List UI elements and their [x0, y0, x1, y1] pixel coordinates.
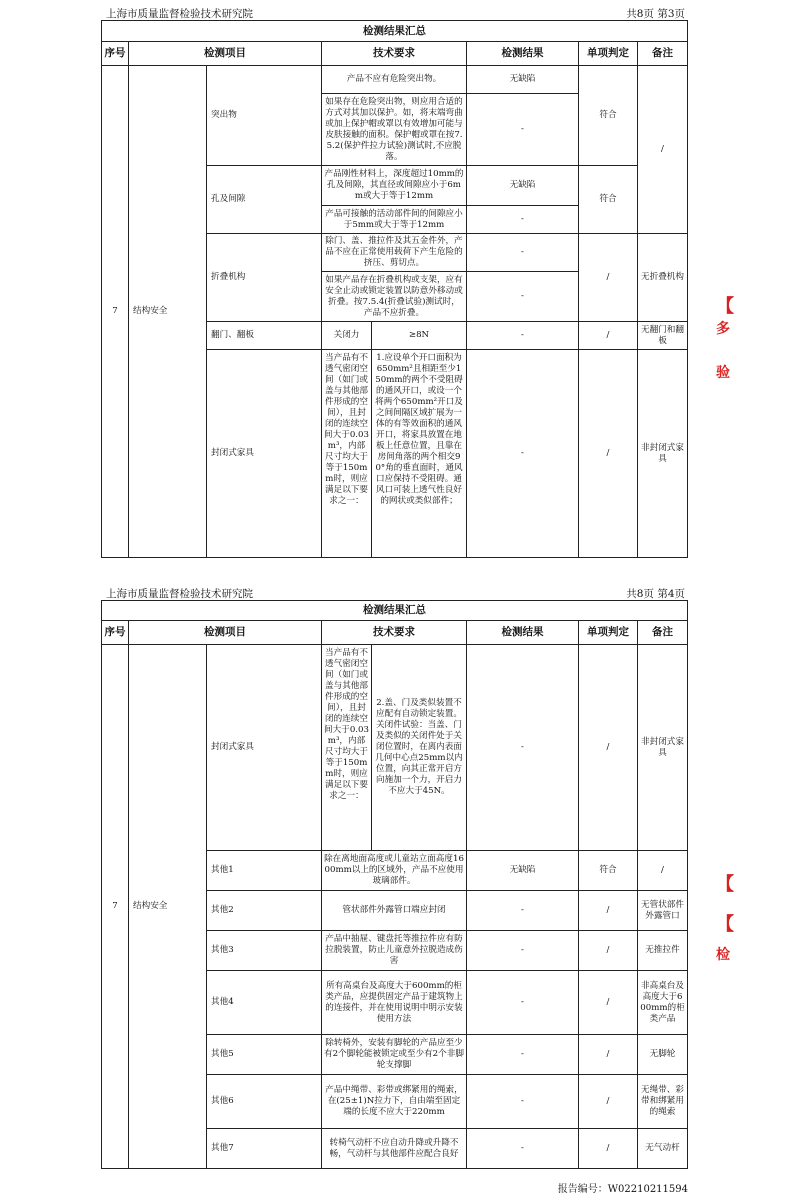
- seal-fragment: 【: [716, 914, 734, 935]
- col-no: 序号: [102, 621, 129, 645]
- requirement: 除转椅外，安装有脚轮的产品应至少有2个脚轮能被锁定或至少有2个非脚轮支撑脚: [322, 1035, 467, 1075]
- results-table: [101, 20, 688, 558]
- item-name: 其他7: [207, 1129, 322, 1169]
- item-name: 封闭式家具: [207, 350, 322, 558]
- item-name: 其他6: [207, 1075, 322, 1129]
- note: 无推拉件: [638, 931, 688, 971]
- table-title: 检测结果汇总: [102, 601, 688, 621]
- note: /: [638, 66, 688, 234]
- requirement: 除在离地面高度或儿童站立面高度1600mm以上的区域外，产品不应使用玻璃部件。: [322, 851, 467, 891]
- org-name: 上海市质量监督检验技术研究院: [106, 588, 253, 600]
- result: -: [467, 1035, 579, 1075]
- requirement: 产品不应有危险突出物。: [322, 66, 467, 94]
- note: 无翻门和翻板: [638, 322, 688, 350]
- result: 无缺陷: [467, 166, 579, 206]
- requirement-label: 关闭力: [322, 322, 372, 350]
- section-name: 结构安全: [129, 66, 207, 558]
- judgement: 符合: [579, 166, 638, 234]
- item-name: 其他3: [207, 931, 322, 971]
- note: 无脚轮: [638, 1035, 688, 1075]
- col-result: 检测结果: [467, 42, 579, 66]
- result: -: [467, 931, 579, 971]
- result: -: [467, 234, 579, 272]
- judgement: /: [579, 645, 638, 851]
- judgement: /: [579, 1035, 638, 1075]
- table-title: 检测结果汇总: [102, 21, 688, 42]
- result: -: [467, 322, 579, 350]
- result: -: [467, 350, 579, 558]
- col-judgement: 单项判定: [579, 621, 638, 645]
- condition: 当产品有不透气密闭空间（如门或盖与其他部件形成的空间），且封闭的连续空间大于0.03m³，内部尺寸均大于等于150mm时，则应满足以下要求之一：: [322, 350, 372, 558]
- requirement: 转椅气动杆不应自动升降或升降不畅，气动杆与其他部件应配合良好: [322, 1129, 467, 1169]
- note: 非封闭式家具: [638, 645, 688, 851]
- requirement: 产品中抽屉、键盘托等推拉件应有防拉脱装置，防止儿童意外拉脱造成伤害: [322, 931, 467, 971]
- col-requirement: 技术要求: [322, 42, 467, 66]
- judgement: /: [579, 1075, 638, 1129]
- result: -: [467, 891, 579, 931]
- results-table: [101, 600, 688, 1169]
- item-name: 其他1: [207, 851, 322, 891]
- requirement: 1.应设单个开口面积为650mm²且相距至少150mm的两个不受阻碍的通风开口，或设一个将两个650mm²开口及之间间隔区域扩展为一体的有等效面积的通风开口，将家具放置在地板上任意位置，且靠在房间角落的两个相交90°角的垂直面时，通风口应保持不受阻碍。通风口可装上透气性良好的网状或类似部件；: [372, 350, 467, 558]
- page-info: 共8页 第3页: [626, 8, 685, 20]
- result: 无缺陷: [467, 851, 579, 891]
- judgement: /: [579, 891, 638, 931]
- seal-fragment: 检: [716, 947, 730, 963]
- seal-fragment: 【: [716, 296, 734, 317]
- item-name: 其他2: [207, 891, 322, 931]
- org-name: 上海市质量监督检验技术研究院: [106, 8, 253, 20]
- item-name: 其他5: [207, 1035, 322, 1075]
- note: /: [638, 851, 688, 891]
- requirement: 产品中绳带、彩带或绑紧用的绳索，在(25±1)N拉力下，自由端至固定端的长度不应大于220mm: [322, 1075, 467, 1129]
- requirement: 2.盖、门及类似装置不应配有自动锁定装置。关闭件试验：当盖、门及类似的关闭件处于关闭位置时，在离内表面几何中心点25mm以内位置，向其正常开启方向施加一个力，开启力不应大于45N。: [372, 645, 467, 851]
- judgement: /: [579, 1129, 638, 1169]
- seal-fragment: 验: [716, 365, 730, 381]
- item-name: 封闭式家具: [207, 645, 322, 851]
- seal-fragment: 【: [716, 874, 734, 895]
- judgement: /: [579, 234, 638, 322]
- col-judgement: 单项判定: [579, 42, 638, 66]
- result: -: [467, 1075, 579, 1129]
- judgement: 符合: [579, 851, 638, 891]
- judgement: /: [579, 971, 638, 1035]
- note: 非封闭式家具: [638, 350, 688, 558]
- item-name: 折叠机构: [207, 234, 322, 322]
- page-header: [101, 586, 687, 600]
- col-item: 检测项目: [129, 621, 322, 645]
- col-note: 备注: [638, 621, 688, 645]
- result: -: [467, 1129, 579, 1169]
- col-note: 备注: [638, 42, 688, 66]
- col-result: 检测结果: [467, 621, 579, 645]
- requirement: 产品刚性材料上，深度超过10mm的孔及间隙，其直径或间隙应小于6mm或大于等于12mm: [322, 166, 467, 206]
- col-no: 序号: [102, 42, 129, 66]
- result: 无缺陷: [467, 66, 579, 94]
- requirement: 产品可接触的活动部件间的间隙应小于5mm或大于等于12mm: [322, 206, 467, 234]
- condition: 当产品有不透气密闭空间（如门或盖与其他部件形成的空间），且封闭的连续空间大于0.03m³，内部尺寸均大于等于150mm时，则应满足以下要求之一：: [322, 645, 372, 851]
- result: -: [467, 94, 579, 166]
- seal-fragment: 多: [716, 321, 730, 337]
- item-name: 翻门、翻板: [207, 322, 322, 350]
- item-name: 其他4: [207, 971, 322, 1035]
- judgement: 符合: [579, 66, 638, 166]
- note: 无绳带、彩带和绑紧用的绳索: [638, 1075, 688, 1129]
- requirement: 所有高桌台及高度大于600mm的柜类产品，应提供固定产品于建筑物上的连接件，并在使用说明中明示安装使用方法: [322, 971, 467, 1035]
- note: 无气动杆: [638, 1129, 688, 1169]
- requirement: 如果存在危险突出物，则应用合适的方式对其加以保护。如，将末端弯曲或加上保护帽或罩以有效增加可能与皮肤接触的面积。保护帽或罩在按7.5.2(保护件拉力试验)测试时,不应脱落。: [322, 94, 467, 166]
- note: 无管状部件外露管口: [638, 891, 688, 931]
- note: 非高桌台及高度大于600mm的柜类产品: [638, 971, 688, 1035]
- judgement: /: [579, 322, 638, 350]
- note: 无折叠机构: [638, 234, 688, 322]
- judgement: /: [579, 931, 638, 971]
- col-item: 检测项目: [129, 42, 322, 66]
- requirement: 管状部件外露管口端应封闭: [322, 891, 467, 931]
- requirement: 除门、盖、推拉件及其五金件外，产品不应在正常使用载荷下产生危险的挤压、剪切点。: [322, 234, 467, 272]
- result: -: [467, 645, 579, 851]
- result: -: [467, 971, 579, 1035]
- page-info: 共8页 第4页: [626, 588, 685, 600]
- result: -: [467, 206, 579, 234]
- requirement: 如果产品存在折叠机构或支架，应有安全止动或锁定装置以防意外移动或折叠。按7.5.4(折叠试验)测试时，产品不应折叠。: [322, 272, 467, 322]
- result: -: [467, 272, 579, 322]
- page-header: [101, 6, 687, 20]
- requirement-value: ≥8N: [372, 322, 467, 350]
- section-no: 7: [102, 645, 129, 1169]
- section-name: 结构安全: [129, 645, 207, 1169]
- item-name: 孔及间隙: [207, 166, 322, 234]
- report-number: 报告编号：W02210211594: [557, 1184, 688, 1195]
- col-requirement: 技术要求: [322, 621, 467, 645]
- item-name: 突出物: [207, 66, 322, 166]
- section-no: 7: [102, 66, 129, 558]
- judgement: /: [579, 350, 638, 558]
